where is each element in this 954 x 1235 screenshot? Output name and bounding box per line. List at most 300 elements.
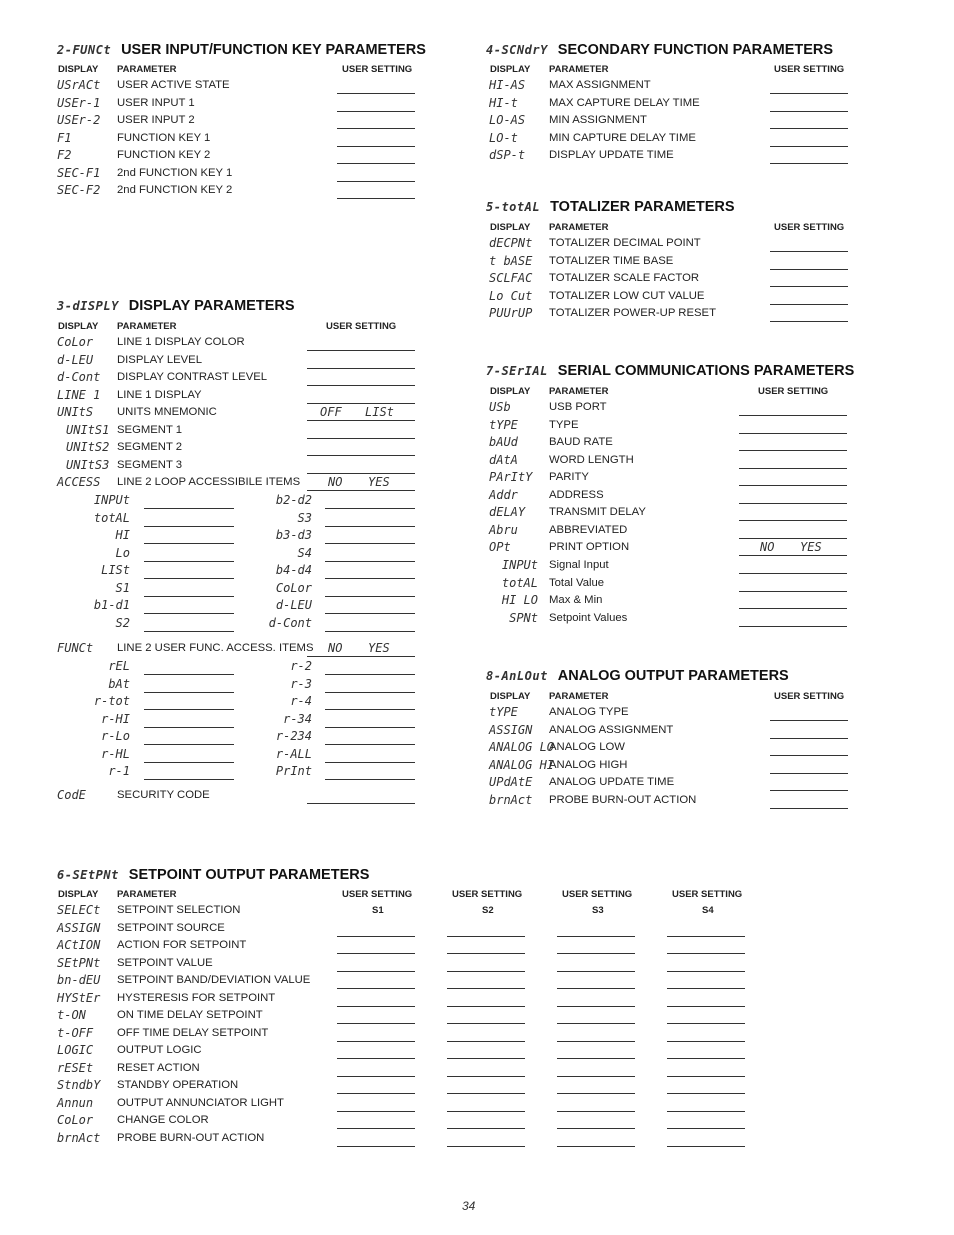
user-setting-field[interactable] (325, 674, 415, 675)
col-header-display: DISPLAY (58, 64, 99, 75)
funct-item-code: r-Lo (101, 729, 130, 743)
col-header-user-setting-s2: USER SETTING (452, 889, 523, 900)
setpoint-user-setting-field[interactable] (337, 971, 415, 972)
display-code: ASSIGN (57, 920, 101, 935)
funct-item-code: r-tot (93, 694, 130, 708)
user-setting-field[interactable] (325, 631, 415, 632)
user-setting-field[interactable] (770, 111, 848, 112)
print-option: YES (800, 540, 822, 554)
user-setting-field[interactable] (307, 490, 415, 491)
user-setting-field[interactable] (739, 433, 847, 434)
col-header-display: DISPLAY (58, 889, 99, 900)
analog-row (489, 758, 789, 775)
units-option: LISt (365, 405, 394, 419)
setpoint-user-setting-field[interactable] (337, 988, 415, 989)
setpoint-user-setting-field[interactable] (337, 1076, 415, 1077)
parameter-label: LINE 1 DISPLAY COLOR (117, 336, 245, 348)
user-setting-field[interactable] (144, 578, 234, 579)
user-setting-field[interactable] (770, 251, 848, 252)
display-code: LO-AS (489, 113, 526, 127)
user-setting-field[interactable] (325, 561, 415, 562)
setpoint-user-setting-field[interactable] (447, 1058, 525, 1059)
user-setting-field[interactable] (739, 520, 847, 521)
func-row (57, 166, 357, 183)
user-setting-field[interactable] (325, 692, 415, 693)
parameter-label: OUTPUT LOGIC (117, 1044, 202, 1056)
section-heading-analog: 8-AnLOut ANALOG OUTPUT PARAMETERS (486, 668, 789, 684)
display-code: USb (489, 400, 511, 414)
setpoint-user-setting-field[interactable] (337, 1006, 415, 1007)
display-code: ACtION (57, 938, 101, 952)
user-setting-field[interactable] (325, 578, 415, 579)
display-code: rESEt (57, 1060, 94, 1075)
totalizer-row (489, 306, 789, 323)
col-header-user-setting-s3: USER SETTING (562, 889, 633, 900)
setpoint-user-setting-field[interactable] (557, 1041, 635, 1042)
parameter-label: FUNCTION KEY 2 (117, 149, 211, 161)
access-item-code: d-LEU (275, 598, 312, 612)
parameter-label: ACTION FOR SETPOINT (117, 939, 247, 951)
setpoint-user-setting-field[interactable] (557, 1023, 635, 1024)
user-setting-field[interactable] (307, 473, 415, 474)
parameter-label: MIN ASSIGNMENT (549, 114, 647, 126)
display-code: dELAY (489, 505, 526, 519)
user-setting-field[interactable] (144, 596, 234, 597)
section-heading-totalizer: 5-totAL TOTALIZER PARAMETERS (486, 199, 735, 215)
user-setting-field[interactable] (337, 198, 415, 199)
display-code: Abru (489, 522, 518, 537)
parameter-label: UNITS MNEMONIC (117, 406, 217, 418)
access-item-code: S2 (115, 615, 130, 630)
print-sub-code: SPNt (509, 610, 538, 625)
access-item-code: d-Cont (268, 615, 312, 630)
user-setting-field[interactable] (739, 555, 847, 556)
display-code: brnAct (489, 792, 533, 807)
parameter-label: RESET ACTION (117, 1061, 200, 1074)
print-sub-code: totAL (501, 575, 538, 590)
user-setting-field[interactable] (739, 415, 847, 416)
funct-item-code: r-2 (290, 659, 312, 673)
section-heading-setpoint: 6-SEtPNt SETPOINT OUTPUT PARAMETERS (57, 867, 370, 883)
display-code: UNItS1 (66, 422, 110, 437)
user-setting-field[interactable] (144, 744, 234, 745)
parameter-label: PROBE BURN-OUT ACTION (117, 1131, 265, 1144)
display-code: d-Cont (57, 370, 101, 384)
display-code: UNItS3 (66, 457, 110, 472)
setpoint-user-setting-field[interactable] (667, 1128, 745, 1129)
parameter-label: DISPLAY LEVEL (117, 353, 202, 366)
setpoint-row (57, 973, 357, 990)
func-row (57, 113, 357, 130)
totalizer-row (489, 271, 789, 288)
setpoint-user-setting-field[interactable] (667, 953, 745, 954)
funct-item-code: r-HL (101, 746, 130, 761)
parameter-label: PARITY (549, 471, 589, 483)
user-setting-field[interactable] (739, 591, 847, 592)
setpoint-user-setting-field[interactable] (447, 1023, 525, 1024)
display-code: UNItS (57, 405, 94, 419)
section-heading-secondary: 4-SCNdrY SECONDARY FUNCTION PARAMETERS (486, 42, 834, 58)
setpoint-user-setting-field[interactable] (337, 1146, 415, 1147)
display-code: LINE 1 (57, 387, 101, 402)
setpoint-row (57, 903, 357, 920)
funct-option: YES (368, 641, 390, 655)
col-header-user-setting: USER SETTING (774, 222, 845, 233)
user-setting-field[interactable] (770, 755, 848, 756)
user-setting-field[interactable] (325, 762, 415, 763)
parameter-label: LINE 1 DISPLAY (117, 388, 202, 401)
setpoint-user-setting-field[interactable] (667, 1023, 745, 1024)
page-number: 34 (462, 1199, 476, 1213)
parameter-label: OUTPUT ANNUNCIATOR LIGHT (117, 1096, 284, 1109)
user-setting-field[interactable] (325, 709, 415, 710)
display-code: SEC-F1 (57, 165, 101, 180)
user-setting-field[interactable] (307, 420, 415, 421)
user-setting-field[interactable] (144, 631, 234, 632)
user-setting-field[interactable] (144, 692, 234, 693)
user-setting-field[interactable] (325, 543, 415, 544)
setpoint-user-setting-field[interactable] (337, 1093, 415, 1094)
setpoint-user-setting-field[interactable] (337, 1128, 415, 1129)
user-setting-field[interactable] (144, 543, 234, 544)
user-setting-field[interactable] (307, 438, 415, 439)
col-header-parameter: PARAMETER (117, 321, 177, 332)
display-code: bAUd (489, 435, 518, 449)
display-code: Annun (57, 1095, 94, 1110)
setpoint-user-setting-field[interactable] (337, 1058, 415, 1059)
display-code: Addr (489, 487, 518, 502)
col-header-user-setting: USER SETTING (342, 64, 413, 75)
setpoint-user-setting-field[interactable] (667, 936, 745, 937)
setpoint-user-setting-field[interactable] (557, 1058, 635, 1059)
setpoint-user-setting-field[interactable] (667, 1093, 745, 1094)
parameter-label: SEGMENT 2 (117, 441, 183, 453)
setpoint-user-setting-field[interactable] (667, 1006, 745, 1007)
col-header-parameter: PARAMETER (549, 64, 609, 75)
user-setting-field[interactable] (144, 727, 234, 728)
display-code: tYPE (489, 705, 518, 719)
setpoint-user-setting-field[interactable] (447, 988, 525, 989)
print-sub-label: Total Value (549, 576, 605, 589)
analog-row (489, 775, 789, 792)
display-code: brnAct (57, 1130, 101, 1145)
display-code: USrACt (57, 78, 101, 92)
user-setting-field[interactable] (325, 779, 415, 780)
setpoint-row (57, 956, 357, 973)
setpoint-user-setting-field[interactable] (447, 1093, 525, 1094)
parameter-label: SEGMENT 1 (117, 423, 183, 436)
user-setting-field[interactable] (739, 503, 847, 504)
setpoint-row (57, 1008, 357, 1025)
col-header-display: DISPLAY (58, 321, 99, 332)
display-code: dECPNt (489, 236, 533, 250)
col-header-display: DISPLAY (490, 64, 531, 75)
user-setting-field[interactable] (770, 163, 848, 164)
display-code: SELECt (57, 903, 101, 917)
funct-item-code: r-4 (290, 694, 312, 708)
user-setting-field[interactable] (770, 321, 848, 322)
print-sub-label: Signal Input (549, 559, 609, 571)
parameter-label: OFF TIME DELAY SETPOINT (117, 1026, 269, 1039)
parameter-label: SETPOINT SELECTION (117, 904, 241, 916)
user-setting-field[interactable] (144, 508, 234, 509)
access-item-code: LISt (101, 563, 130, 577)
parameter-label: ANALOG TYPE (549, 706, 629, 718)
parameter-label: ANALOG UPDATE TIME (549, 776, 675, 788)
parameter-label: SETPOINT SOURCE (117, 921, 225, 934)
display-code: F2 (57, 148, 72, 162)
setpoint-user-setting-field[interactable] (447, 1146, 525, 1147)
col-header-parameter: PARAMETER (117, 64, 177, 75)
user-setting-field[interactable] (307, 455, 415, 456)
col-header-user-setting-s4: USER SETTING (672, 889, 743, 900)
user-setting-field[interactable] (144, 762, 234, 763)
access-option: YES (368, 475, 390, 489)
col-header-parameter: PARAMETER (549, 386, 609, 397)
display-code: F1 (57, 130, 72, 145)
access-item-code: b2-d2 (275, 493, 312, 507)
print-sub-label: Setpoint Values (549, 611, 628, 624)
user-setting-field[interactable] (770, 128, 848, 129)
setpoint-label-s3: S3 (592, 905, 604, 916)
user-setting-field[interactable] (325, 526, 415, 527)
totalizer-row (489, 254, 789, 271)
user-setting-field[interactable] (739, 538, 847, 539)
section-heading-serial: 7-SErIAL SERIAL COMMUNICATIONS PARAMETERS (486, 363, 855, 379)
setpoint-row (57, 1131, 357, 1148)
analog-row (489, 705, 789, 722)
user-setting-field[interactable] (770, 773, 848, 774)
parameter-label: PRINT OPTION (549, 541, 630, 553)
display-code: CodE (57, 788, 86, 802)
parameter-label: PROBE BURN-OUT ACTION (549, 793, 697, 806)
setpoint-user-setting-field[interactable] (557, 1111, 635, 1112)
parameter-label: CHANGE COLOR (117, 1114, 209, 1126)
user-setting-field[interactable] (325, 613, 415, 614)
user-setting-field[interactable] (307, 385, 415, 386)
user-setting-field[interactable] (325, 596, 415, 597)
setpoint-user-setting-field[interactable] (667, 971, 745, 972)
totalizer-row (489, 289, 789, 306)
user-setting-field[interactable] (739, 573, 847, 574)
parameter-label: WORD LENGTH (549, 453, 634, 466)
print-sub-label: Max & Min (549, 594, 603, 606)
parameter-label: DISPLAY UPDATE TIME (549, 149, 674, 161)
user-setting-field[interactable] (337, 128, 415, 129)
parameter-label: SETPOINT BAND/DEVIATION VALUE (117, 974, 311, 986)
col-header-user-setting: USER SETTING (774, 691, 845, 702)
access-item-code: b1-d1 (93, 598, 130, 612)
display-code: tYPE (489, 417, 518, 432)
setpoint-label-s1: S1 (372, 905, 384, 916)
setpoint-user-setting-field[interactable] (337, 953, 415, 954)
setpoint-user-setting-field[interactable] (447, 936, 525, 937)
parameter-label: TOTALIZER LOW CUT VALUE (549, 289, 705, 302)
setpoint-user-setting-field[interactable] (557, 1128, 635, 1129)
user-setting-field[interactable] (307, 350, 415, 351)
user-setting-field[interactable] (739, 626, 847, 627)
setpoint-user-setting-field[interactable] (667, 1041, 745, 1042)
col-header-display: DISPLAY (490, 386, 531, 397)
display-code: USEr-1 (57, 95, 101, 110)
user-setting-field[interactable] (325, 727, 415, 728)
access-item-code: S1 (115, 580, 130, 595)
col-header-user-setting: USER SETTING (774, 64, 845, 75)
display-code: ACCESS (57, 475, 101, 489)
col-header-display: DISPLAY (490, 691, 531, 702)
user-setting-field[interactable] (337, 163, 415, 164)
setpoint-user-setting-field[interactable] (557, 971, 635, 972)
user-setting-field[interactable] (337, 181, 415, 182)
setpoint-user-setting-field[interactable] (447, 953, 525, 954)
access-item-code: b4-d4 (275, 563, 312, 577)
user-setting-field[interactable] (307, 403, 415, 404)
display-code: t bASE (489, 253, 533, 268)
setpoint-user-setting-field[interactable] (667, 988, 745, 989)
display-code: USEr-2 (57, 113, 101, 127)
user-setting-field[interactable] (770, 146, 848, 147)
display-code: t-ON (57, 1008, 86, 1022)
display-code: CoLor (57, 335, 94, 349)
setpoint-user-setting-field[interactable] (337, 1111, 415, 1112)
user-setting-field[interactable] (770, 93, 848, 94)
access-item-code: CoLor (275, 580, 312, 595)
setpoint-user-setting-field[interactable] (337, 936, 415, 937)
user-setting-field[interactable] (337, 146, 415, 147)
user-setting-field[interactable] (770, 269, 848, 270)
parameter-label: SEGMENT 3 (117, 458, 183, 471)
user-setting-field[interactable] (739, 608, 847, 609)
user-setting-field[interactable] (144, 779, 234, 780)
parameter-label: USB PORT (549, 401, 607, 413)
setpoint-user-setting-field[interactable] (557, 1076, 635, 1077)
parameter-label: ANALOG ASSIGNMENT (549, 723, 674, 736)
parameter-label: MAX CAPTURE DELAY TIME (549, 96, 700, 109)
parameter-label: TRANSMIT DELAY (549, 506, 646, 518)
user-setting-field[interactable] (770, 720, 848, 721)
col-header-parameter: PARAMETER (549, 222, 609, 233)
setpoint-user-setting-field[interactable] (667, 1058, 745, 1059)
parameter-label: USER INPUT 1 (117, 96, 195, 109)
user-setting-field[interactable] (337, 111, 415, 112)
secondary-row (489, 78, 789, 95)
user-setting-field[interactable] (325, 744, 415, 745)
setpoint-user-setting-field[interactable] (447, 1076, 525, 1077)
func-row (57, 78, 357, 95)
parameter-label: ABBREVIATED (549, 523, 628, 536)
setpoint-user-setting-field[interactable] (337, 1041, 415, 1042)
totalizer-row (489, 236, 789, 253)
user-setting-field[interactable] (144, 613, 234, 614)
display-code: dAtA (489, 452, 518, 467)
setpoint-row (57, 1096, 357, 1113)
display-code: CoLor (57, 1113, 94, 1127)
funct-item-code: bAt (108, 676, 130, 691)
setpoint-user-setting-field[interactable] (557, 1006, 635, 1007)
access-item-code: INPUt (93, 493, 130, 507)
user-setting-field[interactable] (307, 803, 415, 804)
user-setting-field[interactable] (770, 738, 848, 739)
setpoint-row (57, 1078, 357, 1095)
func-row (57, 131, 357, 148)
user-setting-field[interactable] (739, 468, 847, 469)
display-code: ANALOG LO (489, 740, 555, 754)
funct-item-code: r-ALL (275, 746, 312, 761)
user-setting-field[interactable] (307, 656, 415, 657)
secondary-row (489, 148, 789, 165)
setpoint-user-setting-field[interactable] (557, 1093, 635, 1094)
setpoint-user-setting-field[interactable] (447, 1006, 525, 1007)
parameter-label: SETPOINT VALUE (117, 956, 213, 969)
parameter-label: USER INPUT 2 (117, 114, 195, 126)
user-setting-field[interactable] (739, 485, 847, 486)
parameter-label: 2nd FUNCTION KEY 1 (117, 166, 233, 179)
user-setting-field[interactable] (144, 674, 234, 675)
user-setting-field[interactable] (144, 709, 234, 710)
print-sub-code: HI LO (501, 593, 538, 607)
user-setting-field[interactable] (770, 808, 848, 809)
setpoint-user-setting-field[interactable] (447, 971, 525, 972)
col-header-user-setting: USER SETTING (758, 386, 829, 397)
funct-item-code: r-34 (283, 711, 312, 726)
col-header-display: DISPLAY (490, 222, 531, 233)
secondary-row (489, 131, 789, 148)
display-code: t-OFF (57, 1025, 94, 1040)
display-code: ASSIGN (489, 722, 533, 737)
parameter-label: SECURITY CODE (117, 789, 210, 801)
setpoint-row (57, 1026, 357, 1043)
user-setting-field[interactable] (307, 368, 415, 369)
user-setting-field[interactable] (770, 286, 848, 287)
setpoint-user-setting-field[interactable] (667, 1111, 745, 1112)
display-code: StndbY (57, 1078, 101, 1092)
parameter-label: LINE 2 USER FUNC. ACCESS. ITEMS (117, 642, 314, 654)
user-setting-field[interactable] (337, 93, 415, 94)
setpoint-user-setting-field[interactable] (447, 1041, 525, 1042)
funct-option: NO (328, 641, 343, 655)
display-code: HI-t (489, 95, 518, 110)
setpoint-user-setting-field[interactable] (447, 1128, 525, 1129)
setpoint-user-setting-field[interactable] (447, 1111, 525, 1112)
display-code: PUUrUP (489, 306, 533, 320)
setpoint-user-setting-field[interactable] (557, 1146, 635, 1147)
funct-item-code: PrInt (275, 764, 312, 778)
func-row (57, 148, 357, 165)
parameter-label: USER ACTIVE STATE (117, 79, 230, 91)
setpoint-user-setting-field[interactable] (337, 1023, 415, 1024)
user-setting-field[interactable] (770, 304, 848, 305)
setpoint-user-setting-field[interactable] (557, 936, 635, 937)
parameter-label: HYSTERESIS FOR SETPOINT (117, 991, 276, 1004)
access-item-code: totAL (93, 510, 130, 525)
setpoint-user-setting-field[interactable] (667, 1076, 745, 1077)
funct-item-code: r-3 (290, 676, 312, 691)
setpoint-user-setting-field[interactable] (667, 1146, 745, 1147)
user-setting-field[interactable] (325, 508, 415, 509)
display-code: SEC-F2 (57, 183, 101, 197)
user-setting-field[interactable] (144, 526, 234, 527)
setpoint-label-s4: S4 (702, 905, 714, 916)
user-setting-field[interactable] (739, 450, 847, 451)
display-code: LOGIC (57, 1043, 94, 1057)
setpoint-user-setting-field[interactable] (557, 988, 635, 989)
display-code: UNItS2 (66, 440, 110, 454)
func-row (57, 183, 357, 200)
user-setting-field[interactable] (770, 790, 848, 791)
user-setting-field[interactable] (144, 561, 234, 562)
parameter-label: FUNCTION KEY 1 (117, 131, 211, 144)
setpoint-user-setting-field[interactable] (557, 953, 635, 954)
